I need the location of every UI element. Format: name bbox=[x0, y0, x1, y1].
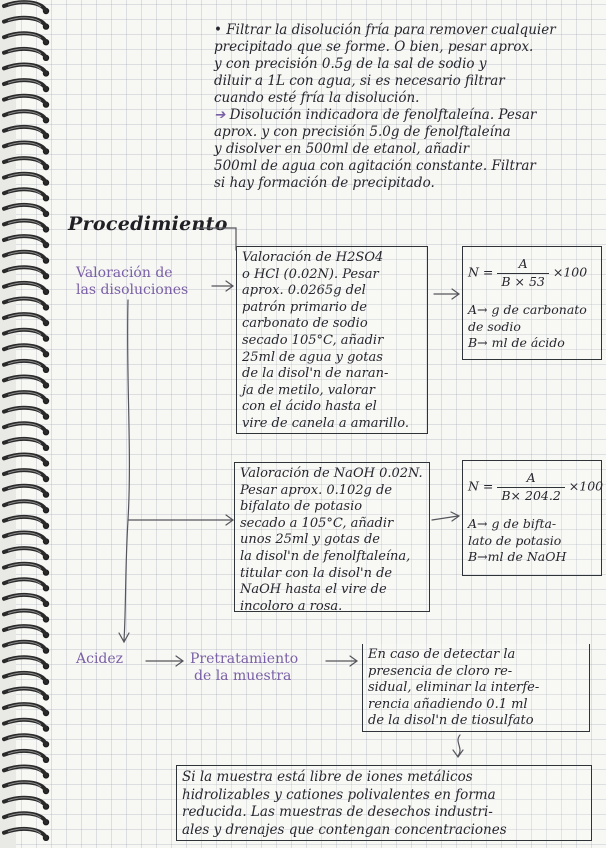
bullet1-line-2: precipitado que se forme. O bien, pesar aprox. bbox=[214, 39, 534, 55]
box2-line-7: titular con la disol'n de bbox=[240, 565, 393, 581]
box1-line-10: con el ácido hasta el bbox=[242, 399, 377, 415]
pretratamiento-label bbox=[190, 651, 298, 685]
formula2-denominator: B× 204.2 bbox=[501, 487, 561, 503]
bullet-arrow-icon: ➔ bbox=[214, 107, 226, 123]
formula1-prefix: N = bbox=[468, 264, 494, 280]
bullet1-line-5: cuando esté fría la disolución. bbox=[214, 90, 420, 106]
box1-line-9: ja de metilo, valorar bbox=[242, 382, 375, 398]
box1-line-3: aprox. 0.0265g del bbox=[242, 283, 366, 299]
box3-line-3: sidual, eliminar la interfe- bbox=[368, 680, 540, 696]
valoracion-acido-box bbox=[236, 246, 428, 434]
valoracion-naoh-box bbox=[234, 462, 430, 612]
intro-notes bbox=[214, 22, 556, 192]
formula2-note-2: lato de potasio bbox=[468, 532, 562, 548]
formula2-expression bbox=[468, 470, 604, 504]
formula2-note-3: B→ml de NaOH bbox=[468, 549, 567, 565]
bullet1-line-3: y con precisión 0.5g de la sal de sodio y bbox=[214, 56, 487, 72]
bullet1-line-1: Filtrar la disolución fría para remover cualquier bbox=[226, 22, 556, 38]
valoracion-label-line-2: las disoluciones bbox=[76, 282, 189, 298]
box4-line-3: reducida. Las muestras de desechos industri- bbox=[182, 804, 493, 820]
formula2-note-1: A→ g de bifta- bbox=[468, 516, 557, 532]
formula2-numerator: A bbox=[497, 470, 564, 488]
box1-line-4: patrón primario de bbox=[242, 299, 367, 315]
box3-line-4: rencia añadiendo 0.1 ml bbox=[368, 696, 528, 712]
formula2-prefix: N = bbox=[468, 478, 494, 494]
box2-line-8: NaOH hasta el vire de bbox=[240, 582, 387, 598]
box3-line-1: En caso de detectar la bbox=[368, 647, 516, 662]
formula1-note-2: de sodio bbox=[468, 318, 521, 334]
box4-line-2: hidrolizables y cationes polivalentes en forma bbox=[182, 786, 496, 803]
valoracion-label bbox=[76, 265, 188, 299]
box1-line-11: vire de canela a amarillo. bbox=[242, 415, 409, 431]
box1-line-8: de la disol'n de naran- bbox=[242, 366, 389, 382]
box4-line-4: ales y drenajes que contengan concentraciones bbox=[182, 821, 507, 838]
box1-line-2: o HCl (0.02N). Pesar bbox=[242, 266, 379, 282]
box2-line-2: Pesar aprox. 0.102g de bbox=[240, 482, 393, 498]
box1-line-5: carbonato de sodio bbox=[242, 316, 368, 332]
bullet1-line-4: diluir a 1L con agua, si es necesario filtrar bbox=[214, 73, 505, 89]
section-title: Procedimiento bbox=[68, 213, 228, 235]
arrow-branch-to-box2 bbox=[128, 515, 233, 525]
formula1-note-3: B→ ml de ácido bbox=[468, 335, 565, 351]
box2-line-3: bifalato de potasio bbox=[240, 499, 363, 515]
box2-line-5: unos 25ml y gotas de bbox=[240, 532, 380, 548]
arrow-acidez-to-pretrat bbox=[146, 656, 183, 666]
formula1-fraction bbox=[497, 256, 549, 290]
formula1-box bbox=[462, 246, 602, 360]
pretratamiento-line-2: de la muestra bbox=[194, 668, 292, 684]
box1-line-1: Valoración de H2SO4 bbox=[242, 250, 384, 265]
cloro-residual-box bbox=[362, 644, 590, 732]
box3-line-2: presencia de cloro re- bbox=[368, 663, 513, 679]
pretratamiento-line-1: Pretratamiento bbox=[190, 651, 299, 667]
formula1-expression bbox=[468, 256, 596, 290]
arrow-pretrat-to-box3 bbox=[326, 656, 357, 666]
box1-line-7: 25ml de agua y gotas bbox=[242, 349, 383, 365]
arrow-box2-to-formula2 bbox=[432, 512, 459, 521]
bullet2-line-3: y disolver en 500ml de etanol, añadir bbox=[214, 141, 470, 157]
spiral-binding bbox=[0, 0, 62, 848]
box4-line-1: Si la muestra está libre de iones metálicos bbox=[182, 769, 473, 785]
formula1-numerator: A bbox=[497, 256, 549, 274]
bullet2-line-1: Disolución indicadora de fenolftaleína. Pesar bbox=[229, 107, 537, 123]
arrow-box3-to-box4 bbox=[453, 735, 463, 757]
arrow-valoracion-down bbox=[119, 300, 129, 642]
box2-line-4: secado a 105°C, añadir bbox=[240, 515, 394, 531]
formula1-note-1: A→ g de carbonato bbox=[468, 302, 587, 318]
bullet2-line-2: aprox. y con precisión 5.0g de fenolftaleína bbox=[214, 124, 511, 140]
formula1-suffix: ×100 bbox=[552, 264, 588, 280]
bullet2-line-4: 500ml de agua con agitación constante. Filtrar bbox=[214, 158, 536, 174]
formula2-fraction bbox=[497, 470, 564, 504]
box2-line-1: Valoración de NaOH 0.02N. bbox=[240, 466, 423, 481]
muestra-libre-box bbox=[176, 765, 592, 841]
valoracion-label-line-1: Valoración de bbox=[76, 265, 173, 281]
formula2-box bbox=[462, 460, 602, 576]
box2-line-9: incoloro a rosa. bbox=[240, 598, 343, 614]
acidez-label: Acidez bbox=[76, 651, 124, 667]
bullet2-line-5: si hay formación de precipitado. bbox=[214, 175, 435, 191]
formula1-denominator: B × 53 bbox=[501, 273, 545, 289]
formula2-suffix: ×100 bbox=[568, 478, 604, 494]
bullet-dot: • bbox=[214, 22, 222, 38]
box3-line-5: de la disol'n de tiosulfato bbox=[368, 713, 534, 729]
arrow-box1-to-formula1 bbox=[434, 289, 459, 299]
box2-line-6: la disol'n de fenolftaleína, bbox=[240, 548, 411, 564]
box1-line-6: secado 105°C, añadir bbox=[242, 332, 384, 348]
arrow-label-to-box1 bbox=[212, 281, 233, 291]
